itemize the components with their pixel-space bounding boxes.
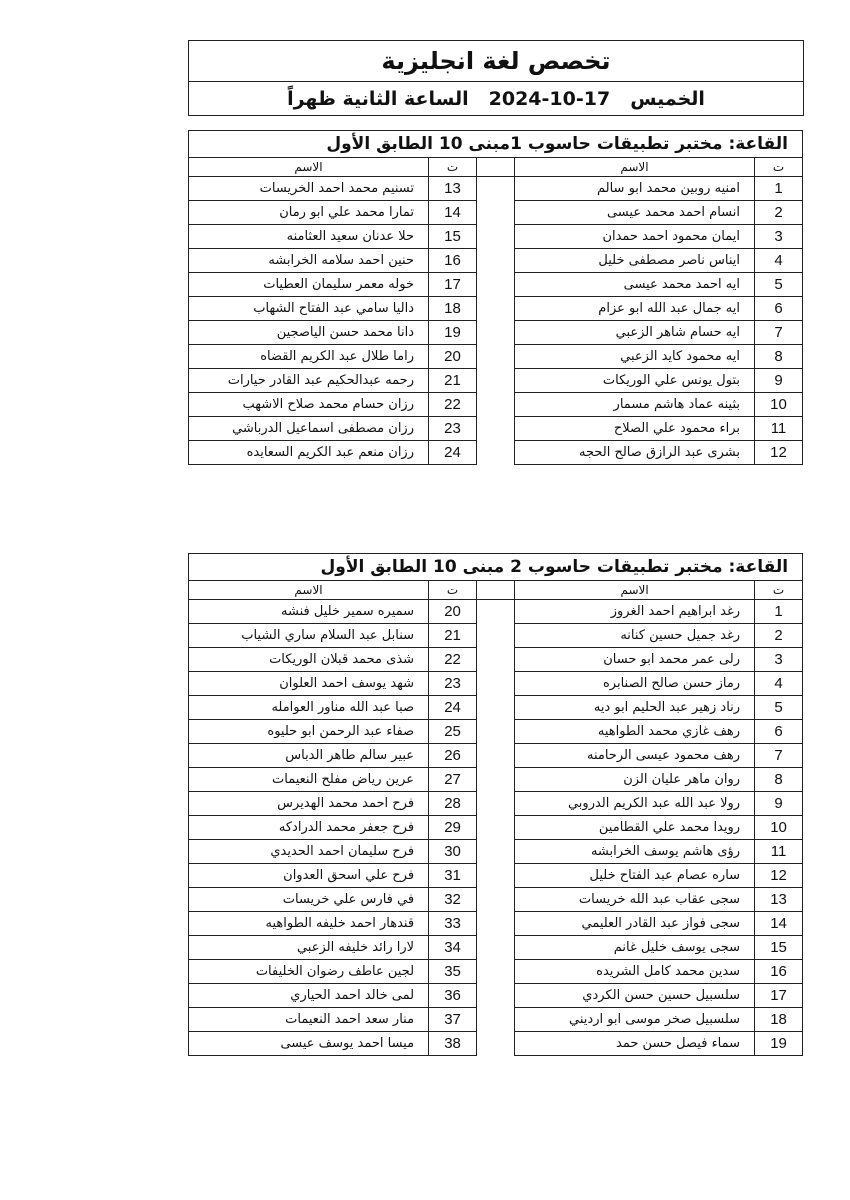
- student-left-name: سميره سمير خليل فنشه: [189, 600, 429, 624]
- student-left-num: 14: [429, 201, 477, 225]
- student-right-name: رويدا محمد علي القطامين: [515, 816, 755, 840]
- table-row: [189, 393, 803, 417]
- student-right-name: امنيه روبين محمد ابو سالم: [515, 177, 755, 201]
- student-right-name: ايه جمال عبد الله ابو عزام: [515, 297, 755, 321]
- table-row: [189, 840, 803, 864]
- table-row: [189, 600, 803, 624]
- student-left-name: رزان منعم عبد الكريم السعايده: [189, 441, 429, 465]
- exam-time: الساعة الثانية ظهراً: [287, 88, 469, 110]
- student-left-num: 38: [429, 1032, 477, 1056]
- table-row: [189, 417, 803, 441]
- student-left-num: 20: [429, 600, 477, 624]
- student-left-name: لارا رائد خليفه الزعبي: [189, 936, 429, 960]
- student-right-num: 11: [755, 417, 803, 441]
- table-row: [189, 225, 803, 249]
- student-right-num: 12: [755, 864, 803, 888]
- student-right-name: رناد زهير عبد الحليم ابو ديه: [515, 696, 755, 720]
- table-row: [189, 816, 803, 840]
- exam-schedule: [189, 82, 803, 116]
- student-right-num: 18: [755, 1008, 803, 1032]
- student-right-name: بثينه عماد هاشم مسمار: [515, 393, 755, 417]
- student-right-name: سجى عقاب عبد الله خريسات: [515, 888, 755, 912]
- student-right-num: 6: [755, 720, 803, 744]
- exam-header: [188, 40, 804, 116]
- student-left-num: 28: [429, 792, 477, 816]
- student-left-name: تسنيم محمد احمد الخريسات: [189, 177, 429, 201]
- student-left-name: عرين رياض مفلح النعيمات: [189, 768, 429, 792]
- student-right-name: ايناس ناصر مصطفى خليل: [515, 249, 755, 273]
- student-left-num: 29: [429, 816, 477, 840]
- student-right-num: 15: [755, 936, 803, 960]
- student-left-num: 20: [429, 345, 477, 369]
- table-row: [189, 648, 803, 672]
- student-right-num: 6: [755, 297, 803, 321]
- table-row: [189, 249, 803, 273]
- student-left-num: 35: [429, 960, 477, 984]
- table-row: [189, 1008, 803, 1032]
- student-left-num: 17: [429, 273, 477, 297]
- table-row: [189, 297, 803, 321]
- student-right-num: 8: [755, 345, 803, 369]
- student-right-num: 4: [755, 672, 803, 696]
- table-row: [189, 792, 803, 816]
- student-left-num: 19: [429, 321, 477, 345]
- student-right-name: رماز حسن صالح الصنابره: [515, 672, 755, 696]
- student-left-num: 21: [429, 369, 477, 393]
- student-right-num: 9: [755, 369, 803, 393]
- student-left-name: تمارا محمد علي ابو رمان: [189, 201, 429, 225]
- student-right-num: 4: [755, 249, 803, 273]
- student-left-num: 21: [429, 624, 477, 648]
- student-right-name: ايه احمد محمد عيسى: [515, 273, 755, 297]
- room2-table: [188, 553, 803, 1056]
- student-right-num: 7: [755, 321, 803, 345]
- student-right-num: 16: [755, 960, 803, 984]
- student-left-name: شذى محمد قبلان الوريكات: [189, 648, 429, 672]
- student-right-name: رهف محمود عيسى الرحامنه: [515, 744, 755, 768]
- student-right-num: 9: [755, 792, 803, 816]
- student-left-num: 25: [429, 720, 477, 744]
- student-left-num: 15: [429, 225, 477, 249]
- student-right-name: بشرى عبد الرازق صالح الحجه: [515, 441, 755, 465]
- student-left-num: 36: [429, 984, 477, 1008]
- student-left-name: صبا عبد الله مناور العوامله: [189, 696, 429, 720]
- student-left-num: 16: [429, 249, 477, 273]
- room1-num-header: ت: [429, 158, 477, 177]
- room1-table: [188, 130, 803, 465]
- student-left-name: رزان حسام محمد صلاح الاشهب: [189, 393, 429, 417]
- room1-name-header: الاسم: [189, 158, 429, 177]
- student-left-num: 22: [429, 393, 477, 417]
- table-row: [189, 672, 803, 696]
- student-right-num: 1: [755, 177, 803, 201]
- student-left-name: فرح جعفر محمد الدرادكه: [189, 816, 429, 840]
- student-right-num: 10: [755, 816, 803, 840]
- student-right-name: سلسبيل حسين حسن الكردي: [515, 984, 755, 1008]
- student-left-name: فرح احمد محمد الهديرس: [189, 792, 429, 816]
- student-left-name: خوله معمر سليمان العطيات: [189, 273, 429, 297]
- student-right-num: 11: [755, 840, 803, 864]
- room2-num-header: ت: [755, 581, 803, 600]
- table-row: [189, 744, 803, 768]
- student-right-num: 13: [755, 888, 803, 912]
- student-right-name: سلسبيل صخر موسى ابو ارديني: [515, 1008, 755, 1032]
- student-left-name: رحمه عبدالحكيم عبد القادر حيارات: [189, 369, 429, 393]
- table-row: [189, 912, 803, 936]
- student-left-num: 23: [429, 672, 477, 696]
- exam-date: 17-10-2024: [488, 88, 611, 110]
- student-left-num: 22: [429, 648, 477, 672]
- room2-num-header: ت: [429, 581, 477, 600]
- student-left-name: منار سعد احمد النعيمات: [189, 1008, 429, 1032]
- table-row: [189, 960, 803, 984]
- student-left-name: عبير سالم طاهر الدباس: [189, 744, 429, 768]
- student-right-num: 2: [755, 624, 803, 648]
- student-right-num: 7: [755, 744, 803, 768]
- student-right-name: بتول يونس علي الوريكات: [515, 369, 755, 393]
- student-right-name: رولا عبد الله عبد الكريم الدروبي: [515, 792, 755, 816]
- room1-num-header: ت: [755, 158, 803, 177]
- student-left-name: فرح سليمان احمد الحديدي: [189, 840, 429, 864]
- student-left-num: 26: [429, 744, 477, 768]
- student-left-name: لمى خالد احمد الحياري: [189, 984, 429, 1008]
- student-right-num: 5: [755, 273, 803, 297]
- student-right-name: براء محمود علي الصلاح: [515, 417, 755, 441]
- room2-title: القاعة: مختبر تطبيقات حاسوب 2 مبنى 10 الطابق الأول: [189, 554, 803, 581]
- student-left-name: رزان مصطفى اسماعيل الدرباشي: [189, 417, 429, 441]
- student-right-name: روان ماهر عليان الزن: [515, 768, 755, 792]
- student-left-num: 27: [429, 768, 477, 792]
- student-left-name: في فارس علي خريسات: [189, 888, 429, 912]
- student-right-name: انسام احمد محمد عيسى: [515, 201, 755, 225]
- table-row: [189, 1032, 803, 1056]
- student-left-name: دانا محمد حسن الياصجين: [189, 321, 429, 345]
- student-right-num: 1: [755, 600, 803, 624]
- student-right-num: 14: [755, 912, 803, 936]
- table-row: [189, 864, 803, 888]
- student-left-name: صفاء عبد الرحمن ابو حليوه: [189, 720, 429, 744]
- student-left-num: 34: [429, 936, 477, 960]
- student-right-name: ايمان محمود احمد حمدان: [515, 225, 755, 249]
- student-right-num: 5: [755, 696, 803, 720]
- table-row: [189, 888, 803, 912]
- student-right-num: 8: [755, 768, 803, 792]
- student-right-name: سماء فيصل حسن حمد: [515, 1032, 755, 1056]
- student-right-num: 2: [755, 201, 803, 225]
- page-title: تخصص لغة انجليزية: [189, 41, 803, 82]
- table-row: [189, 696, 803, 720]
- student-right-num: 17: [755, 984, 803, 1008]
- student-right-name: ساره عصام عبد الفتاح خليل: [515, 864, 755, 888]
- student-right-name: رغد ابراهيم احمد الغروز: [515, 600, 755, 624]
- student-left-name: شهد يوسف احمد العلوان: [189, 672, 429, 696]
- student-right-name: ايه محمود كايد الزعبي: [515, 345, 755, 369]
- student-left-num: 18: [429, 297, 477, 321]
- student-right-name: سدين محمد كامل الشريده: [515, 960, 755, 984]
- student-right-name: رؤى هاشم يوسف الخرابشه: [515, 840, 755, 864]
- student-left-name: سنابل عبد السلام ساري الشياب: [189, 624, 429, 648]
- table-row: [189, 768, 803, 792]
- table-row: [189, 321, 803, 345]
- student-right-name: ايه حسام شاهر الزعبي: [515, 321, 755, 345]
- student-right-name: رهف غازي محمد الطواهيه: [515, 720, 755, 744]
- student-left-name: لجين عاطف رضوان الخليفات: [189, 960, 429, 984]
- student-left-num: 24: [429, 696, 477, 720]
- student-left-name: حنين احمد سلامه الخرابشه: [189, 249, 429, 273]
- student-right-num: 12: [755, 441, 803, 465]
- student-left-name: داليا سامي عبد الفتاح الشهاب: [189, 297, 429, 321]
- table-row: [189, 177, 803, 201]
- student-left-name: حلا عدنان سعيد العثامنه: [189, 225, 429, 249]
- student-right-name: سجى فواز عبد القادر العليمي: [515, 912, 755, 936]
- student-right-name: رلى عمر محمد ابو حسان: [515, 648, 755, 672]
- student-left-num: 24: [429, 441, 477, 465]
- student-left-num: 37: [429, 1008, 477, 1032]
- student-right-num: 19: [755, 1032, 803, 1056]
- student-left-name: قندهار احمد خليفه الطواهيه: [189, 912, 429, 936]
- room1-name-header: الاسم: [515, 158, 755, 177]
- table-row: [189, 720, 803, 744]
- student-left-num: 30: [429, 840, 477, 864]
- table-row: [189, 936, 803, 960]
- table-row: [189, 441, 803, 465]
- student-left-num: 33: [429, 912, 477, 936]
- student-left-name: راما طلال عبد الكريم القضاه: [189, 345, 429, 369]
- student-right-name: رغد جميل حسين كنانه: [515, 624, 755, 648]
- student-left-num: 13: [429, 177, 477, 201]
- student-left-num: 32: [429, 888, 477, 912]
- table-row: [189, 345, 803, 369]
- table-row: [189, 201, 803, 225]
- student-right-name: سجى يوسف خليل غانم: [515, 936, 755, 960]
- student-left-name: فرح علي اسحق العدوان: [189, 864, 429, 888]
- room1-title: القاعة: مختبر تطبيقات حاسوب 1مبنى 10 الطابق الأول: [189, 131, 803, 158]
- table-row: [189, 369, 803, 393]
- table-row: [189, 273, 803, 297]
- student-left-num: 23: [429, 417, 477, 441]
- room2-name-header: الاسم: [189, 581, 429, 600]
- room2-name-header: الاسم: [515, 581, 755, 600]
- student-right-num: 3: [755, 225, 803, 249]
- student-right-num: 10: [755, 393, 803, 417]
- student-left-name: ميسا احمد يوسف عيسى: [189, 1032, 429, 1056]
- table-row: [189, 624, 803, 648]
- exam-day: الخميس: [630, 88, 705, 110]
- student-right-num: 3: [755, 648, 803, 672]
- student-left-num: 31: [429, 864, 477, 888]
- table-row: [189, 984, 803, 1008]
